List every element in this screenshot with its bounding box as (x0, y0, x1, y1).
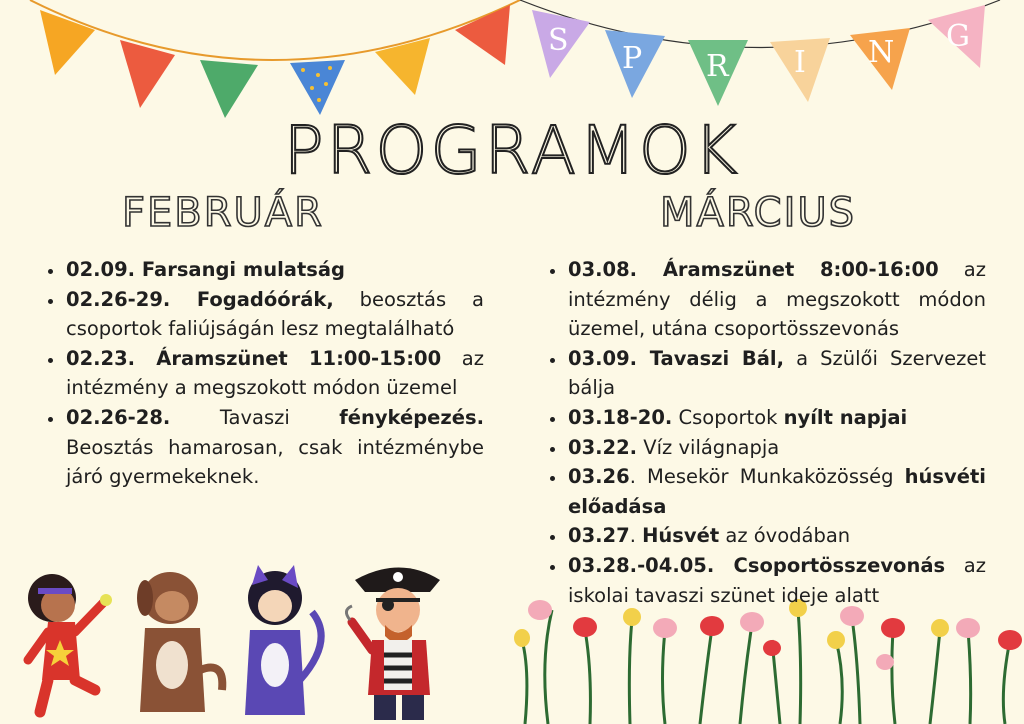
program-item-highlight: 03.26 (568, 465, 630, 489)
program-item-text: Csoportok (672, 405, 784, 429)
program-item-text: . Mesekör Munkaközösség (629, 465, 905, 489)
month-heading-february: FEBRUÁR (122, 190, 324, 236)
page-title: PROGRAMOK (283, 112, 741, 189)
program-item-highlight: 02.26-28. (66, 405, 171, 429)
pirate-kid-illustration (346, 568, 440, 721)
program-item-highlight: 02.26-29. Fogadóórák, (66, 287, 334, 311)
program-item-text: az intézmény a megszokott módon üzemel (66, 346, 484, 400)
banner-letter: R (706, 49, 729, 84)
program-item-highlight: 03.18-20. (568, 405, 673, 429)
program-item-highlight: nyílt napjai (783, 405, 908, 429)
program-item-highlight: 03.22. (568, 435, 638, 459)
program-item (566, 255, 986, 344)
banner-letter: P (622, 41, 643, 76)
program-item (64, 285, 484, 344)
program-item-highlight: 03.08. Áramszünet 8:00-16:00 (568, 258, 939, 281)
program-item (64, 344, 484, 403)
program-item-text: az iskolai tavaszi szünet ideje alatt (568, 553, 986, 607)
program-item-highlight: 02.23. Áramszünet 11:00-15:00 (66, 346, 442, 370)
superhero-kid-illustration (28, 574, 112, 712)
program-item-highlight: 03.09. Tavaszi Bál, (568, 346, 785, 370)
february-program-list (42, 255, 484, 492)
program-item-highlight: Húsvét (642, 524, 720, 548)
program-item-text: a Szülői Szervezet bálja (568, 346, 986, 400)
banner-letter: G (946, 19, 970, 54)
banner-letter: S (548, 23, 569, 58)
dog-costume-kid-illustration (137, 572, 222, 712)
program-item-text: Tavaszi (170, 405, 340, 429)
program-item-text: beosztás a csoportok faliújságán lesz megtalálható (66, 287, 484, 341)
program-item (64, 255, 484, 285)
program-item-highlight: 03.27 (568, 524, 630, 548)
banner-letter: N (868, 35, 895, 70)
program-item-text: az intézmény délig a megszokott módon üzemel, utána csoportösszevonás (568, 258, 986, 341)
program-item-text: Víz világnapja (637, 435, 780, 459)
program-item (566, 521, 986, 551)
program-item-highlight: húsvéti előadása (568, 465, 986, 518)
program-item-text: . (629, 524, 643, 548)
program-item-highlight: fényképezés. (339, 405, 484, 429)
banner-letter: I (794, 45, 806, 80)
bunting-flags-left (40, 5, 510, 118)
program-item (566, 462, 986, 521)
program-item-highlight: 03.28.-04.05. Csoportösszevonás (568, 553, 946, 577)
cat-costume-kid-illustration (245, 565, 321, 715)
program-item (64, 403, 484, 492)
program-item (566, 551, 986, 610)
program-item (566, 344, 986, 403)
program-item (566, 403, 986, 433)
program-item-text: Beosztás hamarosan, csak intézménybe járó gyermekeknek. (66, 435, 484, 489)
program-item-highlight: 02.09. Farsangi mulatság (66, 258, 345, 281)
program-item-text: az óvodában (719, 524, 851, 548)
month-heading-march: MÁRCIUS (660, 190, 857, 236)
spring-banner (532, 5, 985, 106)
march-program-list (544, 255, 986, 610)
program-item (566, 433, 986, 463)
